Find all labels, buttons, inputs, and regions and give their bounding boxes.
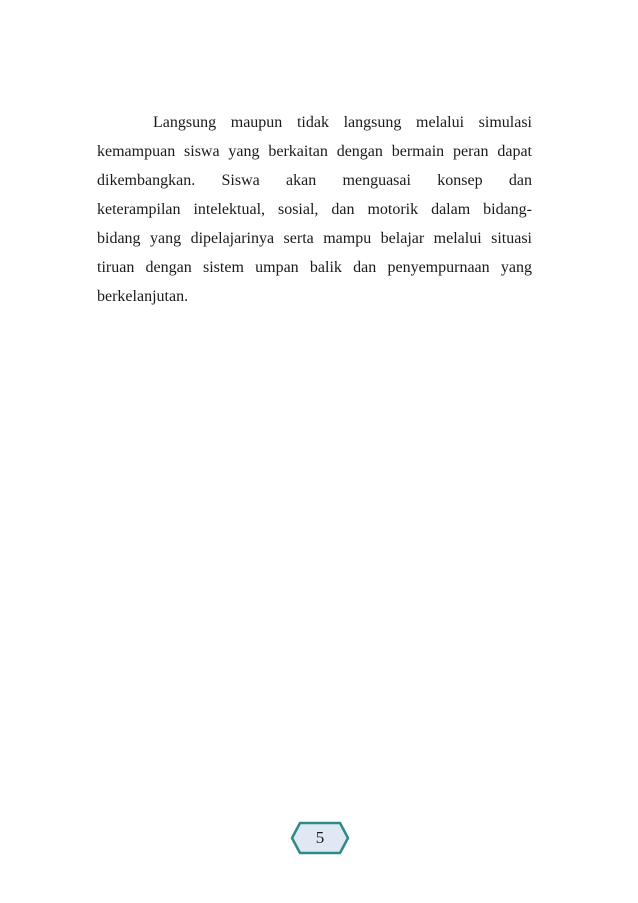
paragraph <box>97 108 532 311</box>
paragraph-line-5: bidang yang dipelajarinya serta mampu belajar melalui situasi <box>97 230 532 247</box>
paragraph-line-4: keterampilan intelektual, sosial, dan motorik dalam bidang- <box>97 201 532 218</box>
paragraph-line-7: berkelanjutan. <box>97 288 189 305</box>
paragraph-line-6: tiruan dengan sistem umpan balik dan penyempurnaan yang <box>97 259 532 276</box>
paragraph-line-1: Langsung maupun tidak langsung melalui simulasi <box>153 114 532 131</box>
page-number-badge <box>290 821 350 855</box>
paragraph-line-2: kemampuan siswa yang berkaitan dengan bermain peran dapat <box>97 143 532 160</box>
paragraph-line-3: dikembangkan. Siswa akan menguasai konsep dan <box>97 172 532 189</box>
page-number: 5 <box>315 828 325 847</box>
